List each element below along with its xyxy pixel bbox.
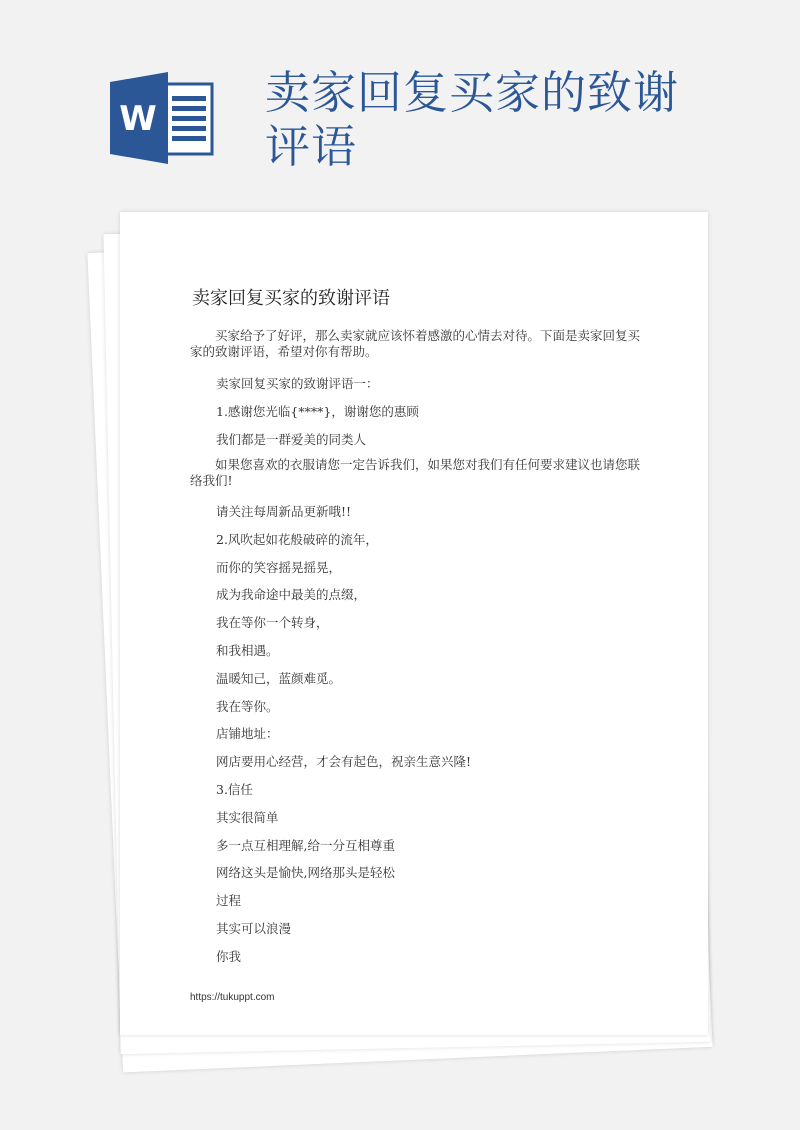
text-line: 多一点互相理解,给一分互相尊重 bbox=[216, 837, 395, 853]
text-line: 和我相遇。 bbox=[216, 643, 279, 658]
page-title: 卖家回复买家的致谢评语 bbox=[192, 288, 390, 309]
text-line: 其实很简单 bbox=[216, 809, 279, 825]
doc-title: 卖家回复买家的致谢评语 bbox=[265, 66, 680, 173]
text-line: 成为我命途中最美的点缀， bbox=[216, 587, 367, 603]
text-line: 你我 bbox=[216, 948, 242, 964]
text-line: 网店要用心经营，才会有起色，祝亲生意兴隆! bbox=[216, 754, 472, 770]
text-line: 店铺地址： bbox=[216, 726, 279, 742]
text-line: 而你的笑容摇晃摇晃， bbox=[216, 559, 342, 575]
text-line: 2.风吹起如花般破碎的流年， bbox=[216, 531, 378, 547]
word-icon bbox=[110, 72, 214, 164]
text-line: 网络这头是愉快,网络那头是轻松 bbox=[216, 865, 395, 881]
document-page bbox=[120, 212, 708, 1035]
svg-text:W: W bbox=[119, 99, 157, 139]
text-line: 请关注每周新品更新哦!! bbox=[216, 504, 352, 519]
text-line: 我在等你一个转身， bbox=[216, 615, 329, 631]
text-line: 温暖知己，蓝颜难觅。 bbox=[216, 670, 342, 686]
text-line: 我们都是一群爱美的同类人 bbox=[216, 432, 367, 447]
text-line: 3.信任 bbox=[216, 782, 253, 797]
text-line: 卖家回复买家的致谢评语一： bbox=[216, 376, 379, 391]
text-paragraph: 如果您喜欢的衣服请您一定告诉我们，如果您对我们有任何要求建议也请您联络我们! bbox=[190, 457, 641, 488]
text-line: 1.感谢您光临{****}，谢谢您的惠顾 bbox=[216, 404, 419, 419]
text-line: 其实可以浪漫 bbox=[216, 921, 292, 936]
intro-paragraph: 买家给予了好评，那么卖家就应该怀着感激的心情去对待。下面是卖家回复买家的致谢评语，希望对你有帮助。 bbox=[190, 328, 641, 359]
text-line: 过程 bbox=[216, 893, 242, 909]
footer-url: https://tukuppt.com bbox=[190, 992, 275, 1003]
text-line: 我在等你。 bbox=[216, 698, 279, 714]
